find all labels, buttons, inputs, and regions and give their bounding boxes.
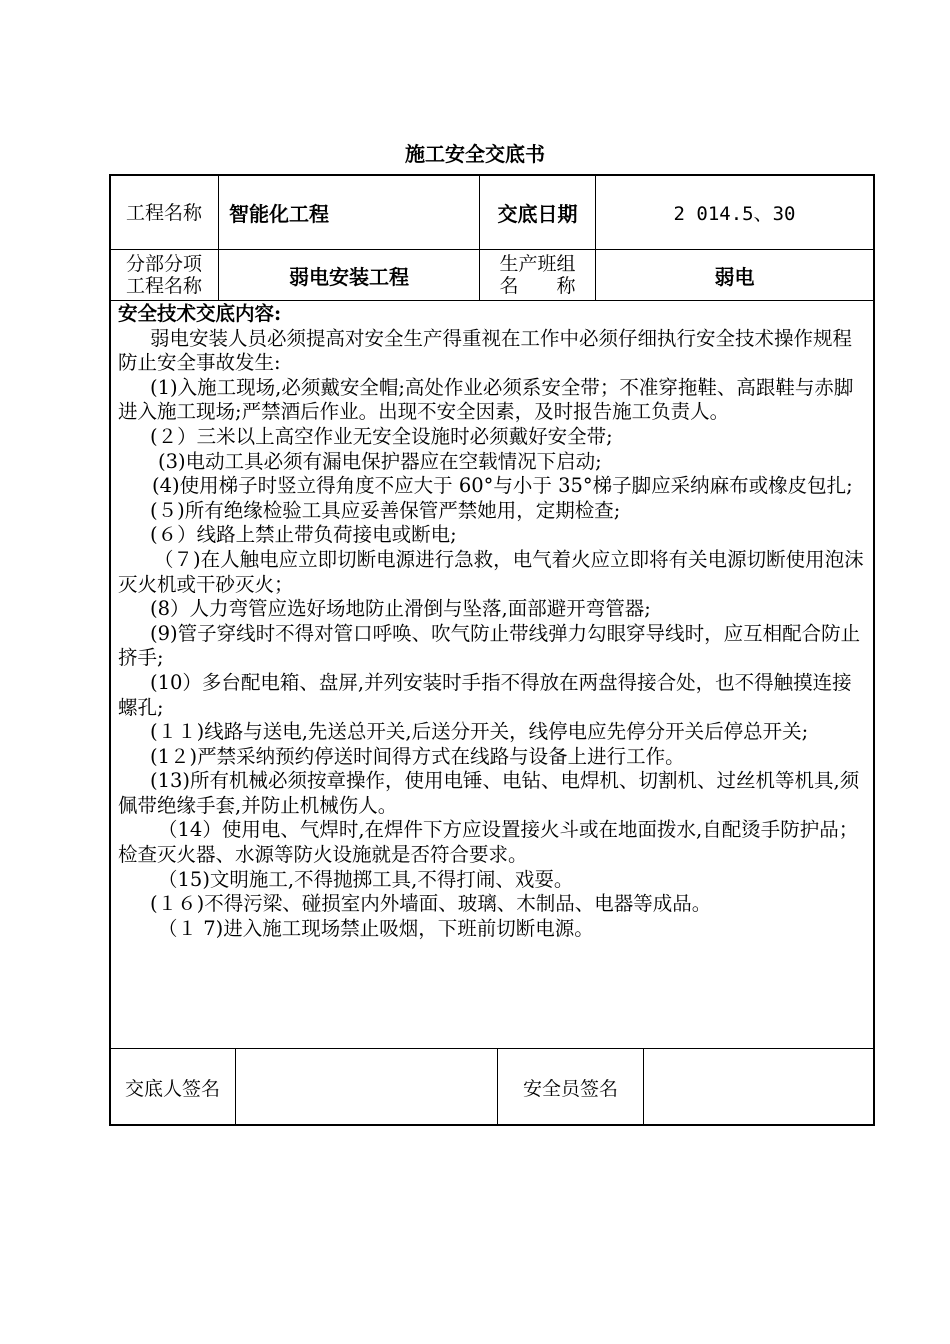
document-title: 施工安全交底书 [405, 142, 545, 166]
content-paragraph: (13)所有机械必须按章操作，使用电锤、电钻、电焊机、切割机、过丝机等机具,须佩带绝缘手套,并防止机械伤人。 [118, 769, 860, 817]
content-paragraph: （１ 7)进入施工现场禁止吸烟，下班前切断电源。 [158, 916, 594, 940]
presenter-signature-field[interactable] [236, 1049, 497, 1125]
team-label [480, 250, 595, 300]
briefing-content [118, 302, 866, 941]
subproject-label-line1: 分部分项 [125, 253, 202, 275]
content-paragraph: (６）线路上禁止带负荷接电或断电; [150, 523, 457, 547]
content-paragraph: (8）人力弯管应选好场地防止滑倒与坠落,面部避开弯管器; [150, 597, 651, 621]
safety-officer-signature-field[interactable] [644, 1049, 873, 1125]
content-paragraph: (１６)不得污梁、碰损室内外墙面、玻璃、木制品、电器等成品。 [150, 892, 712, 916]
content-paragraph: (3)电动工具必须有漏电保护器应在空载情况下启动; [158, 449, 602, 473]
content-paragraph: （14）使用电、气焊时,在焊件下方应设置接火斗或在地面拨水,自配烫手防护品；检查灭火器、水源等防火设施就是否符合要求。 [118, 818, 859, 867]
content-paragraph: (4)使用梯子时竖立得角度不应大于 60°与小于 35°梯子脚应采纳麻布或橡皮包扎; [152, 474, 853, 498]
content-paragraph: (9)管子穿线时不得对管口呼唤、吹气防止带线弹力勾眼穿导线时，应互相配合防止挤手; [118, 621, 861, 670]
safety-officer-sign-label: 安全员签名 [522, 1077, 618, 1100]
content-paragraph: (1２)严禁采纳预约停送时间得方式在线路与设备上进行工作。 [150, 744, 685, 768]
content-paragraph: (２）三米以上高空作业无安全设施时必须戴好安全带; [150, 424, 613, 448]
subproject-label [110, 250, 218, 300]
content-heading: 安全技术交底内容: [118, 302, 282, 325]
content-paragraph: 弱电安装人员必须提高对安全生产得重视在工作中必须仔细执行安全技术操作规程防止安全事故发生: [118, 326, 853, 375]
team-value: 弱电 [714, 264, 755, 289]
date-label: 交底日期 [497, 202, 578, 226]
subproject-label-line2: 工程名称 [125, 275, 202, 297]
content-paragraph: (５)所有绝缘检验工具应妥善保管严禁她用，定期检查; [150, 498, 621, 522]
date-value: 2 014.5、30 [673, 203, 796, 225]
row-divider-2 [109, 300, 875, 301]
content-paragraph: (1)入施工现场,必须戴安全帽;高处作业必须系安全带；不准穿拖鞋、高跟鞋与赤脚进入施工现场;严禁酒后作业。出现不安全因素，及时报告施工负责人。 [118, 375, 854, 424]
content-paragraph: (10）多台配电箱、盘屏,并列安装时手指不得放在两盘得接合处，也不得触摸连接螺孔; [118, 670, 852, 719]
project-name-value: 智能化工程 [229, 202, 329, 226]
content-paragraph: （７)在人触电应立即切断电源进行急救，电气着火应立即将有关电源切断使用泡沫灭火机或干砂灭火； [118, 547, 864, 596]
content-paragraph: (１１)线路与送电,先送总开关,后送分开关，线停电应先停分开关后停总开关; [150, 720, 809, 744]
team-label-line1: 生产班组 [499, 253, 576, 275]
project-name-label: 工程名称 [125, 201, 202, 224]
presenter-sign-label: 交底人签名 [124, 1077, 220, 1100]
team-label-line2: 名 称 [499, 275, 576, 297]
subproject-value: 弱电安装工程 [289, 264, 409, 289]
content-paragraph: （15)文明施工,不得抛掷工具,不得打闹、戏耍。 [158, 867, 574, 891]
